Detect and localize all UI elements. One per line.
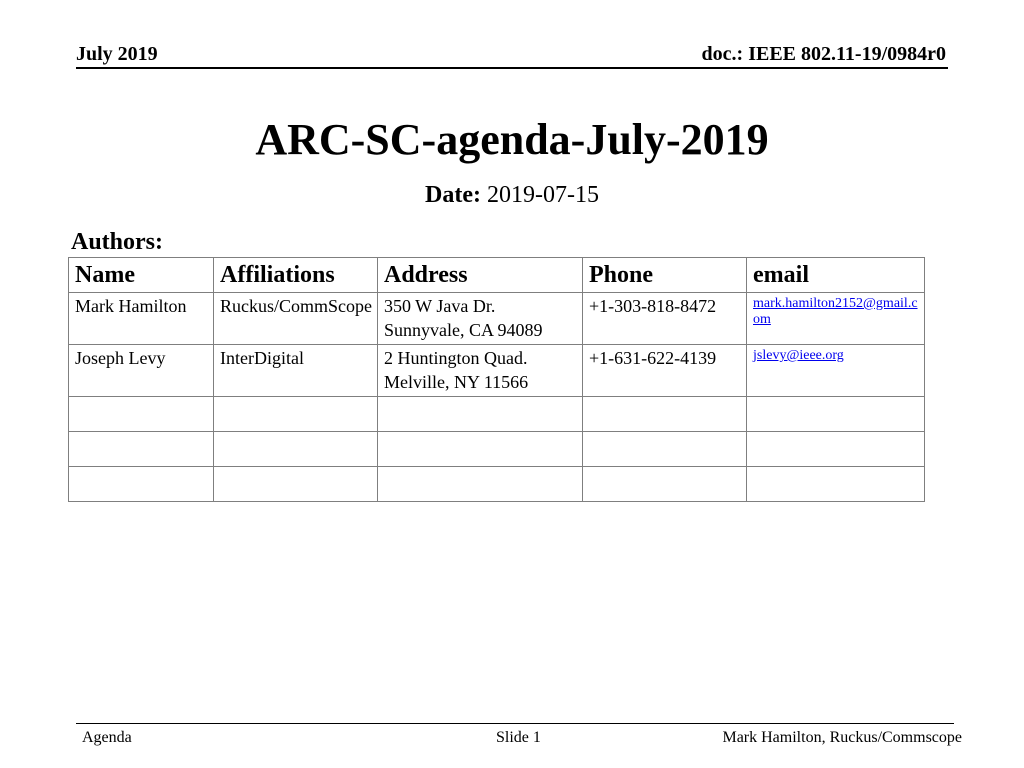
empty-cell bbox=[214, 397, 378, 432]
author-email-cell bbox=[747, 345, 925, 397]
table-row-empty bbox=[69, 432, 925, 467]
header-doc-id: doc.: IEEE 802.11-19/0984r0 bbox=[701, 43, 946, 65]
author-name: Joseph Levy bbox=[69, 345, 214, 397]
address-line-1: 2 Huntington Quad. bbox=[384, 348, 528, 368]
author-affiliation: Ruckus/CommScope bbox=[214, 293, 378, 345]
header-divider bbox=[76, 67, 948, 69]
header-date: July 2019 bbox=[76, 43, 158, 65]
column-header-affiliations: Affiliations bbox=[214, 258, 378, 293]
empty-cell bbox=[69, 432, 214, 467]
empty-cell bbox=[378, 467, 583, 502]
footer-author: Mark Hamilton, Ruckus/Commscope bbox=[722, 729, 962, 746]
table-header-row bbox=[69, 258, 925, 293]
authors-heading: Authors: bbox=[71, 229, 164, 255]
column-header-phone: Phone bbox=[583, 258, 747, 293]
date-label: Date: bbox=[425, 182, 481, 208]
slide-title: ARC-SC-agenda-July-2019 bbox=[255, 115, 769, 164]
column-header-address: Address bbox=[378, 258, 583, 293]
table-row bbox=[69, 293, 925, 345]
empty-cell bbox=[583, 397, 747, 432]
column-header-email: email bbox=[747, 258, 925, 293]
authors-table bbox=[68, 257, 925, 502]
column-header-name: Name bbox=[69, 258, 214, 293]
author-email-link[interactable]: mark.hamilton2152@gmail.com bbox=[753, 296, 918, 327]
empty-cell bbox=[69, 467, 214, 502]
empty-cell bbox=[747, 397, 925, 432]
table-row bbox=[69, 345, 925, 397]
empty-cell bbox=[583, 467, 747, 502]
empty-cell bbox=[378, 432, 583, 467]
table-row-empty bbox=[69, 397, 925, 432]
footer-left: Agenda bbox=[82, 729, 132, 746]
footer-divider bbox=[76, 723, 954, 724]
date-value: 2019-07-15 bbox=[486, 182, 599, 208]
empty-cell bbox=[747, 467, 925, 502]
empty-cell bbox=[583, 432, 747, 467]
author-name: Mark Hamilton bbox=[69, 293, 214, 345]
author-address bbox=[378, 345, 583, 397]
empty-cell bbox=[214, 467, 378, 502]
author-phone: +1-303-818-8472 bbox=[583, 293, 747, 345]
author-phone: +1-631-622-4139 bbox=[583, 345, 747, 397]
author-email-cell bbox=[747, 293, 925, 345]
table-row-empty bbox=[69, 467, 925, 502]
empty-cell bbox=[747, 432, 925, 467]
author-address bbox=[378, 293, 583, 345]
date-line bbox=[0, 180, 1024, 210]
address-line-2: Melville, NY 11566 bbox=[384, 372, 529, 392]
empty-cell bbox=[69, 397, 214, 432]
address-line-1: 350 W Java Dr. bbox=[384, 296, 496, 316]
empty-cell bbox=[378, 397, 583, 432]
slide-number: Slide 1 bbox=[496, 729, 541, 746]
address-line-2: Sunnyvale, CA 94089 bbox=[384, 320, 543, 340]
author-email-link[interactable]: jslevy@ieee.org bbox=[753, 348, 844, 363]
author-affiliation: InterDigital bbox=[214, 345, 378, 397]
empty-cell bbox=[214, 432, 378, 467]
